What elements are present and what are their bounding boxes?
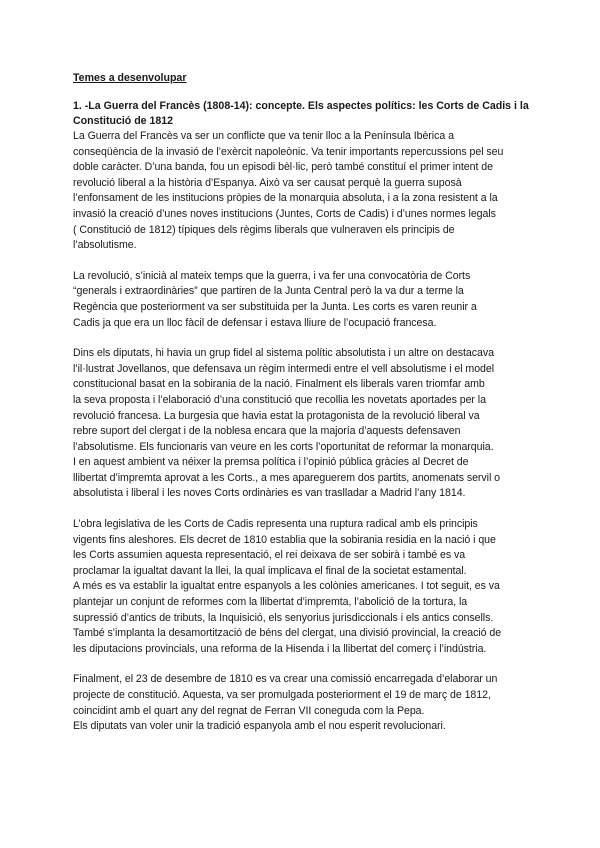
paragraph-line: revolució francesa. La burgesia que havia estat la protagonista de la revolució liberal va [73,409,480,422]
paragraph-line: llibertat d’impremta aprovat a les Corts., a mes apareguerem dos partits, anomenats servil o [73,471,500,484]
paragraph-line: invasió la creació d’unes noves institucions (Juntes, Corts de Cadis) i d’unes normes legals [73,207,496,220]
paragraph-line: l’enfonsament de les institucions pròpies de la monarquia absoluta, i a la zona resistent a la [73,192,498,205]
paragraph-line: Els diputats van voler unir la tradició espanyola amb el nou esperit revolucionari. [73,720,446,733]
paragraph-line: rebre suport del clergat i de la noblesa encara que la majoría d’aquests defensaven [73,425,461,438]
paragraph-line: L’obra legislativa de les Corts de Cadis representa una ruptura radical amb els principis [73,518,478,531]
paragraph-line: revolució liberal a la història d’Espanya. Això va ser causat perquè la guerra suposà [73,176,462,189]
paragraph [73,346,540,502]
section-title [73,99,540,129]
paragraph-line: “generals i extraordinàries” que partiren de la Junta Central però la va dur a terme la [73,285,464,298]
paragraph-line: Cadis ja que era un lloc fàcil de defensar i estava lliure de l’ocupació francesa. [73,316,437,329]
paragraph-line: conseqüència de la invasió de l’exèrcit napoleònic. Va tenir importants repercussions pel seu [73,145,504,158]
paragraph-line: supressió d’antics de tributs, la Inquisició, els senyorius jurisdiccionals i els antics consells. [73,611,494,624]
paragraph-line: proclamar la igualtat davant la llei, la qual implicava el final de la societat estamental. [73,564,467,577]
paragraph-line: l’absolutisme. Els funcionaris van veure en les corts l’oportunitat de reformar la monarquia. [73,440,494,453]
paragraph-line: absolutista i liberal i les noves Corts ordinàries es van traslladar a Madrid l’any 1814. [73,487,466,500]
paragraph [73,672,540,734]
body-text [73,129,540,735]
paragraph-line: l’il·lustrat Jovellanos, que defensava un règim intermedi entre el vell absolutisme i el model [73,362,495,375]
paragraph-line: ( Constitució de 1812) típiques dels règims liberals que vulneraven els principis de [73,223,455,236]
paragraph-line: les diputacions provincials, una reforma de la Hisenda i la llibertat del comerç i l’indústria. [73,642,487,655]
paragraph-line: coincidint amb el quart any del regnat de Ferran VII coneguda com la Pepa. [73,704,425,717]
paragraph-line: doble caràcter. D’una banda, fou un episodi bèl·lic, però també constituí el primer intent de [73,161,493,174]
paragraph-line: La revolució, s’inicià al mateix temps que la guerra, i va fer una convocatòria de Corts [73,269,471,282]
paragraph-line: constitucional basat en la sobirania de la nació. Finalment els liberals varen triomfar amb [73,378,485,391]
paragraph-line: les Corts assumien aquesta representació, el rei deixava de ser sobirà i també es va [73,549,466,562]
paragraph-line: la seva proposta i l’elaboració d’una constitució que recollia les novetats aportades per la [73,393,486,406]
paragraph-line: També s’implanta la desamortització de béns del clergat, una divisió provincial, la creació de [73,627,502,640]
document-heading: Temes a desenvolupar [73,72,187,84]
paragraph-line: Regència que posteriorment va ser substituida per la Junta. Les corts es varen reunir a [73,300,477,313]
paragraph-line: l’absolutisme. [73,239,137,252]
paragraph [73,129,540,254]
section-title-line: Constitució de 1812 [73,115,174,127]
paragraph-line: La Guerra del Francès va ser un conflicte que va tenir lloc a la Península Ibèrica a [73,130,454,142]
paragraph-line: projecte de constitució. Aquesta, va ser promulgada posteriorment el 19 de març de 1812, [73,689,491,701]
paragraph-line: vigents fins aleshores. Els decret de 1810 establia que la sobirania residia en la nació i que [73,533,496,546]
paragraph-line: Finalment, el 23 de desembre de 1810 es va crear una comissió encarregada d’elaborar un [73,673,498,686]
paragraph [73,517,540,657]
section-title-line: 1. -La Guerra del Francès (1808-14): concepte. Els aspectes polítics: les Corts de Cadis i la [73,100,529,112]
paragraph [73,269,540,331]
paragraph-line: I en aquest ambient va néixer la premsa política i l’opinió pública gràcies al Decret de [73,456,469,469]
paragraph-line: plantejar un conjunt de reformes com la llibertat d’impremta, l’abolició de la tortura, la [73,596,468,609]
paragraph-line: Dins els diputats, hi havia un grup fidel al sistema polític absolutista i un altre on destacava [73,347,494,360]
paragraph-line: A més es va establir la igualtat entre espanyols a les colònies americanes. I tot seguit, es va [73,580,500,593]
